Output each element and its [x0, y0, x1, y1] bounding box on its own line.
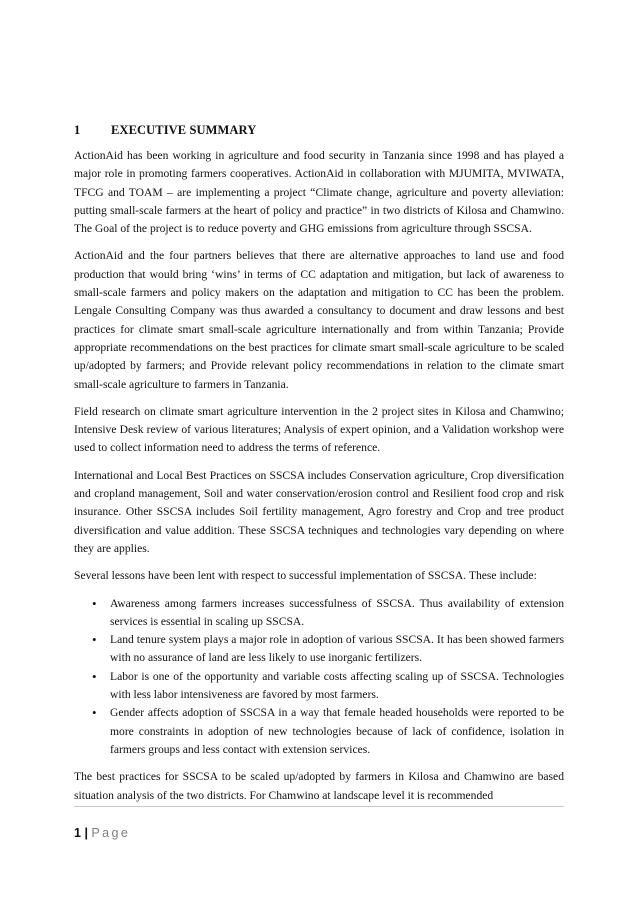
footer-separator: | — [84, 826, 88, 840]
paragraph: Several lessons have been lent with respect to successful implementation of SSCSA. These include: — [74, 569, 537, 583]
paragraph: The best practices for SSCSA to be scaled up/adopted by farmers in Kilosa and Chamwino are based situation analysis of the two districts. For Chamwino at landscape level it is recommended — [74, 770, 564, 802]
list-item: • Land tenure system plays a major role in adoption of various SSCSA. It has been showed farmers with no assurance of land are less likely to use inorganic fertilizers. — [74, 631, 564, 668]
footer-divider — [74, 806, 564, 807]
section-number: 1 — [74, 123, 81, 137]
section-heading — [74, 123, 256, 138]
paragraph: ActionAid has been working in agriculture and food security in Tanzania since 1998 and has played a major role in promoting farmers cooperatives. ActionAid in collaboration with MJUMITA, MVIWATA, TFCG and TOAM – are implementing a project “Climate change, agriculture and poverty alleviation: putting small-scale farmers at the heart of policy and practice” in two districts of Kilosa and Chamwino. The Goal of the project is to reduce poverty and GHG emissions from agriculture through SSCSA. — [74, 149, 564, 236]
list-item: • Awareness among farmers increases successfulness of SSCSA. Thus availability of extension services is essential in scaling up SSCSA. — [74, 595, 564, 632]
page-number: 1 — [74, 826, 81, 840]
page-footer — [74, 826, 130, 840]
list-item: • Gender affects adoption of SSCSA in a way that female headed households were reported to be more constraints in adoption of new technologies because of lack of confidence, isolation in farmers groups and less contact with extension services. — [74, 704, 564, 759]
list-item: • Labor is one of the opportunity and variable costs affecting scaling up of SSCSA. Technologies with less labor intensiveness are favored by most farmers. — [74, 668, 564, 705]
document-body — [74, 147, 564, 814]
paragraph: Field research on climate smart agriculture intervention in the 2 project sites in Kilosa and Chamwino; Intensive Desk review of various literatures; Analysis of expert opinion, and a Validation workshop were used to collect information need to address the terms of reference. — [74, 404, 564, 455]
paragraph: ActionAid and the four partners believes that there are alternative approaches to land use and food production that would bring ‘wins’ in terms of CC adaptation and mitigation, but lack of awareness to small-scale farmers and policy makers on the adaptation and mitigation to CC has been the problem. Lengale Consulting Company was thus awarded a consultancy to document and draw lessons and best practices for climate smart small-scale agriculture internationally and from within Tanzania; Provide appropriate recommendations on the best practices for climate smart small-scale agriculture to be scaled up/adopted by farmers; and Provide relevant policy recommendations in relation to the climate smart small-scale agriculture to farmers in Tanzania. — [74, 249, 564, 391]
paragraph: International and Local Best Practices on SSCSA includes Conservation agriculture, Crop diversification and cropland management, Soil and water conservation/erosion control and Resilient food crop and risk insurance. Other SSCSA includes Soil fertility management, Agro forestry and Crop and tree product diversification and value addition. These SSCSA techniques and technologies vary depending on where they are applies. — [74, 468, 564, 555]
lessons-list — [74, 595, 564, 760]
page-label: Page — [91, 826, 131, 840]
section-title: EXECUTIVE SUMMARY — [111, 123, 257, 137]
